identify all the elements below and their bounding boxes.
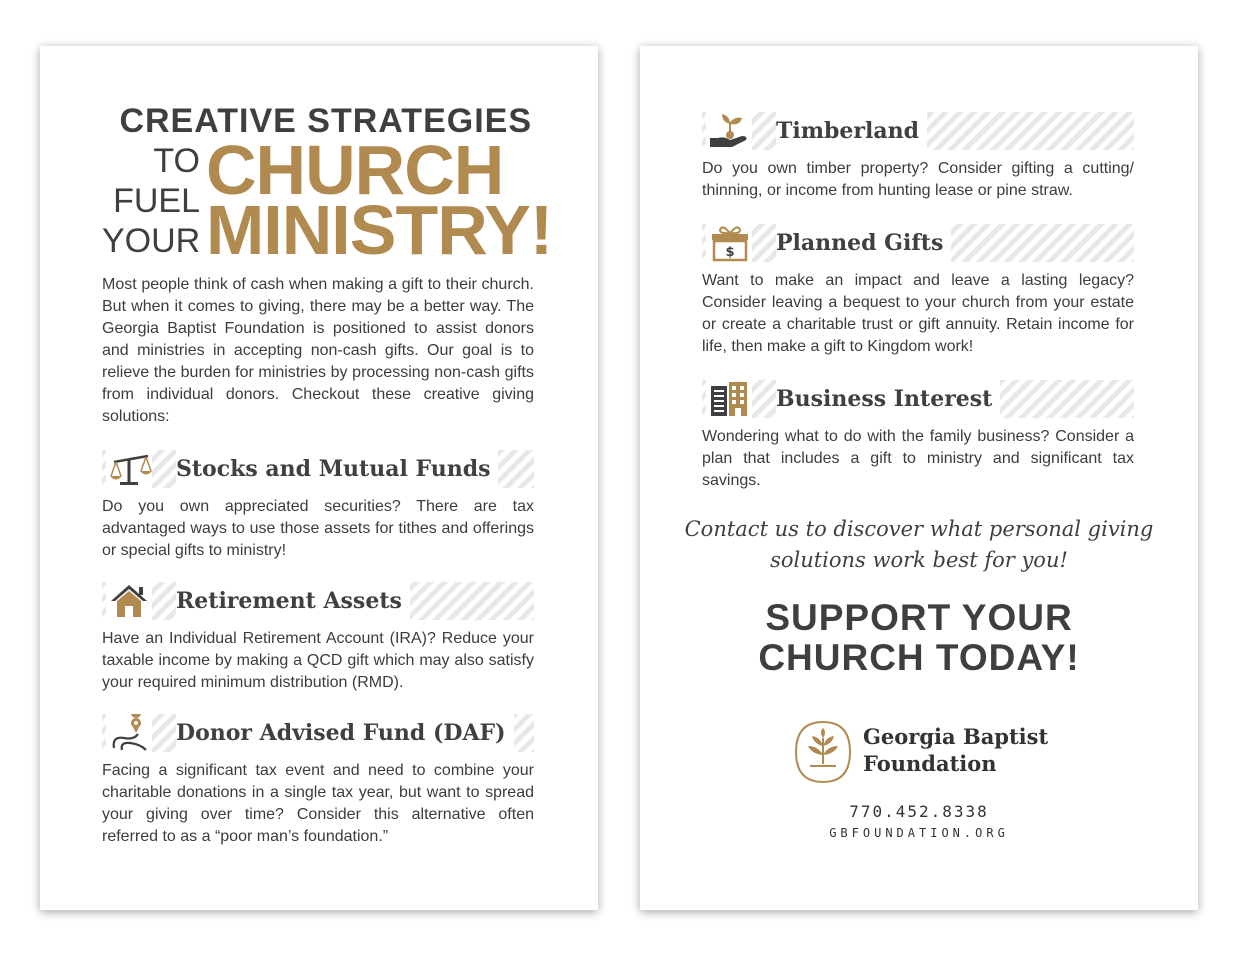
section-body: Wondering what to do with the family business? Consider a plan that includes a gift to ministry and significant tax savings.: [702, 428, 1134, 489]
section-title: Retirement Assets: [176, 582, 410, 620]
path-pin-icon: [106, 714, 152, 752]
headline-ministry: MINISTRY!: [206, 191, 553, 269]
building-icon: [706, 380, 752, 418]
left-card: [40, 46, 598, 910]
right-card: [640, 46, 1198, 910]
foundation-logo-icon: [794, 720, 852, 784]
logo-text-line2: Foundation: [863, 751, 997, 776]
section-header-retirement: [102, 582, 534, 620]
section-body: Facing a significant tax event and need to combine your charitable donations in a single tax year, but want to spread your giving over time? Consider this alternative often referred to as a “poor man’s foundation.”: [102, 762, 534, 845]
section-header-daf: [102, 714, 534, 752]
section-body: Do you own timber property? Consider gifting a cutting/ thinning, or income from hunting lease or pine straw.: [702, 160, 1134, 199]
section-title: Donor Advised Fund (DAF): [176, 714, 514, 752]
gift-icon: [706, 224, 752, 262]
section-title: Business Interest: [776, 380, 1000, 418]
section-title: Stocks and Mutual Funds: [176, 450, 498, 488]
support-heading: [680, 598, 1158, 678]
headline-fuel: FUEL: [113, 182, 200, 220]
phone-number: 770.452.8338: [849, 802, 989, 821]
section-title: Timberland: [776, 112, 927, 150]
house-icon: [106, 582, 152, 620]
section-header-business: [702, 380, 1134, 418]
headline-line1: CREATIVE STRATEGIES: [119, 102, 532, 140]
section-body: Do you own appreciated securities? There are tax advantaged ways to use those assets for tithes and offerings or special gifts to ministry!: [102, 498, 534, 559]
headline-church: CHURCH: [206, 131, 504, 209]
section-header-timberland: [702, 112, 1134, 150]
section-title: Planned Gifts: [776, 224, 951, 262]
section-header-planned-gifts: [702, 224, 1134, 262]
intro-paragraph: Most people think of cash when making a gift to their church. But when it comes to giving, there may be a better way. The Georgia Baptist Foundation is positioned to assist donors and ministries in accepting non-cash gifts. Our goal is to relieve the burden for ministries by processing non-cash gifts from individual donors. Checkout these creative giving solutions:: [102, 276, 534, 425]
section-header-stocks: [102, 450, 534, 488]
svg-text:$: $: [725, 245, 735, 260]
contact-tagline: Contact us to discover what personal giving solutions work best for you!: [684, 517, 1154, 572]
headline-your: YOUR: [102, 222, 201, 260]
sprout-hand-icon: [706, 112, 752, 150]
section-body: Want to make an impact and leave a lasting legacy? Consider leaving a bequest to your church from your estate or create a charitable trust or gift annuity. Retain income for life, then make a gift to Kingdom work!: [702, 272, 1134, 355]
support-line1: SUPPORT YOUR: [765, 597, 1073, 638]
scales-icon: [106, 450, 152, 488]
support-line2: CHURCH TODAY!: [758, 637, 1080, 678]
headline-to: TO: [153, 142, 200, 180]
section-body: Have an Individual Retirement Account (IRA)? Reduce your taxable income by making a QCD gift which may also satisfy your required minimum distribution (RMD).: [102, 630, 534, 691]
logo-text-line1: Georgia Baptist: [863, 724, 1049, 749]
website-url: GBFOUNDATION.ORG: [829, 826, 1009, 840]
